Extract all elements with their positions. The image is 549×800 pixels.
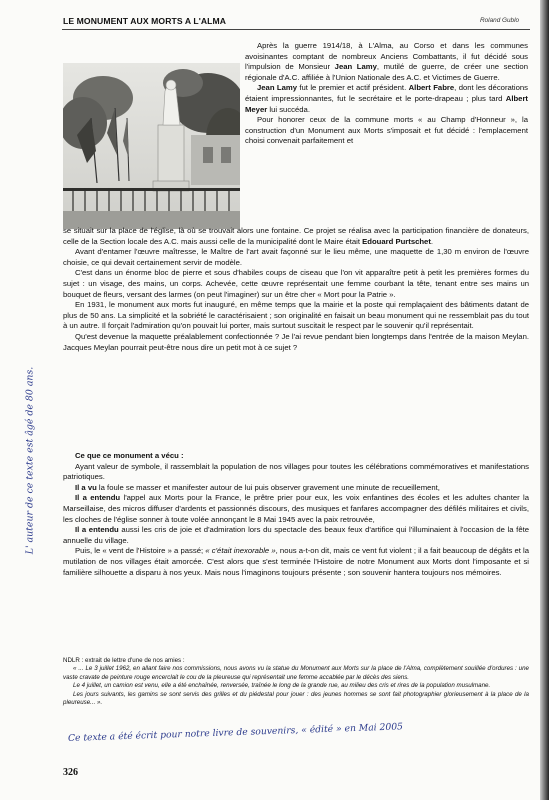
name-jean-lamy: Jean Lamy <box>334 62 377 72</box>
paragraph-6: En 1931, le monument aux morts fut inauguré, en même temps que la mairie et la poste qui remplaçaient des bâtiments datant de plus de 50 ans. La simplicité et la sobriété le caractérisaient ; son originalité en faisait un beau monument qui ne ressemblait pas du tout à un autre. Il forçait l'admiration qu'on pouvait lui porter, mais surtout suscitait le respect par le souvenir qu'il représentait. <box>63 300 529 331</box>
paragraph-10: Il a entendu l'appel aux Morts pour la France, le prêtre prier pour eux, les voix enfantines des écoles et les adultes chanter la Marseillaise, des micros diffuser d'ardents et passionnés discours, des musiques et fanfares accompagner des défilés militaires et civils, les cloches de l'église sonner à toute volée annonçant le 8 Mai 1945 avec la paix retrouvée, <box>63 493 529 524</box>
paragraph-8: Ayant valeur de symbole, il rassemblait la population de nos villages pour toutes les célébrations commémoratives et manifestations patriotiques. <box>63 461 529 482</box>
paragraph-11: Il a entendu aussi les cris de joie et d'admiration lors du spectacle des beaux feux d'artifice qui l'illuminaient à l'occasion de la fête annuelle du village. <box>63 525 530 545</box>
paragraph-9: Il a vu la foule se masser et manifester autour de lui puis observer gravement une minute de recueillement, <box>75 482 440 492</box>
body-section-b <box>63 445 529 578</box>
editor-note-quote-2: Le 4 juillet, un camion est venu, elle a été enchaînée, renversée, traînée le long de la grande rue, au milieu des cris et rires de la population musulmane. <box>73 682 491 690</box>
scan-edge-shadow <box>540 0 549 800</box>
paragraph-5: C'est dans un énorme bloc de pierre et sous d'habiles coups de ciseau que l'on vit apparaître petit à petit les premières formes du sujet : un visage, des mains, un corps. Achevée, cette œuvre représentait une femme courbant la tête, tenant entre ses mains un bouquet de fleurs, versant des larmes (on peut l'imaginer) sur un être cher « Mort pour la Patrie ». <box>63 268 529 299</box>
intro-paragraph-3: Pour honorer ceux de la commune morts « au Champ d'Honneur », la construction d'un Monument aux Morts s'imposait et fut décidé : l'emplacement choisi convenait parfaitement et <box>245 115 528 146</box>
body-section-a <box>63 226 529 353</box>
editor-note-quote-1: « ... Le 3 juillet 1962, en allant faire nos commissions, nous avons vu la statue du Monument aux Morts sur la place de l'Alma, complètement souillée d'ordures : une vaste cravate de peinture rouge encerclait le cou de la pleureuse qui représentait une femme accablée par le décès des siens. <box>63 665 529 681</box>
handwritten-footer-note: Ce texte a été écrit pour notre livre de souvenirs, « édité » en Mai 2005 <box>67 721 404 744</box>
name-edouard-purtschet: Edouard Purtschet <box>362 236 431 246</box>
page-number: 326 <box>63 767 78 778</box>
paragraph-4: Avant d'entamer l'œuvre maîtresse, le Maître de l'art avait façonné sur le lieu même, une maquette de 1,30 m environ de l'œuvre choisie, ce qui devait certainement servir de modèle. <box>63 247 529 267</box>
editor-note <box>63 657 529 707</box>
editor-note-intro: NDLR : extrait de lettre d'une de nos amies : <box>63 657 185 664</box>
paragraph-7: Qu'est devenue la maquette préalablement confectionnée ? Je l'ai revue pendant bien longtemps dans l'entrée de la maison Meylan. Jacques Meylan pourrait peut-être nous dire un petit mot à ce sujet ? <box>63 331 529 352</box>
paragraph-3-continued: se situait sur la place de l'église, là où se trouvait alors une fontaine. Ce projet se réalisa avec la participation financière de donateurs, celle de la Section locale des A.C. mais aussi celle de la municipalité dont le Maire était Edouard Purtschet. <box>63 226 529 246</box>
paragraph-12: Puis, le « vent de l'Histoire » a passé; « c'était inexorable », nous a-t-on dit, mais ce vent fut violent ; il a fait beaucoup de dégâts et la mutilation de nos villages était amorcée. C'est alors que s'est terminée l'Histoire de notre Monument aux Morts dont l'imposante et si familière silhouette a disparu à nos yeux. Mais nous l'imaginons toujours présente ; son souvenir hantera toujours nos mémoires. <box>63 546 529 577</box>
section-heading: Ce que ce monument a vécu : <box>75 451 184 460</box>
intro-paragraph-2: Jean Lamy fut le premier et actif président. Albert Fabre, dont les décorations étaient impressionnantes, fut le secrétaire et le porte-drapeau ; plus tard Albert Meyer lui succéda. <box>245 83 529 114</box>
handwritten-margin-note: L' auteur de ce texte est âgé de 80 ans. <box>24 366 36 555</box>
editor-note-quote-3: Les jours suivants, les gamins se sont servis des grilles et du piédestal pour jouer : des jeunes hommes se sont fait photographier glorieusement à la place de la pleureuse... ». <box>63 690 529 707</box>
intro-column <box>245 41 528 147</box>
header-divider <box>62 29 530 30</box>
author-name: Roland Gublo <box>480 17 520 24</box>
intro-paragraph-1: Après la guerre 1914/18, à L'Alma, au Corso et dans les communes avoisinantes comptant de nombreux Anciens Combattants, il fut décidé sous l'impulsion de Monsieur Jean Lamy, mutilé de guerre, de créer une section régionale d'A.C. affiliée à l'Union Nationale des A.C. et Victimes de Guerre. <box>245 41 528 82</box>
page-title: LE MONUMENT AUX MORTS A L'ALMA <box>63 16 227 26</box>
monument-photo-image <box>63 63 240 229</box>
monument-photo <box>63 63 240 229</box>
